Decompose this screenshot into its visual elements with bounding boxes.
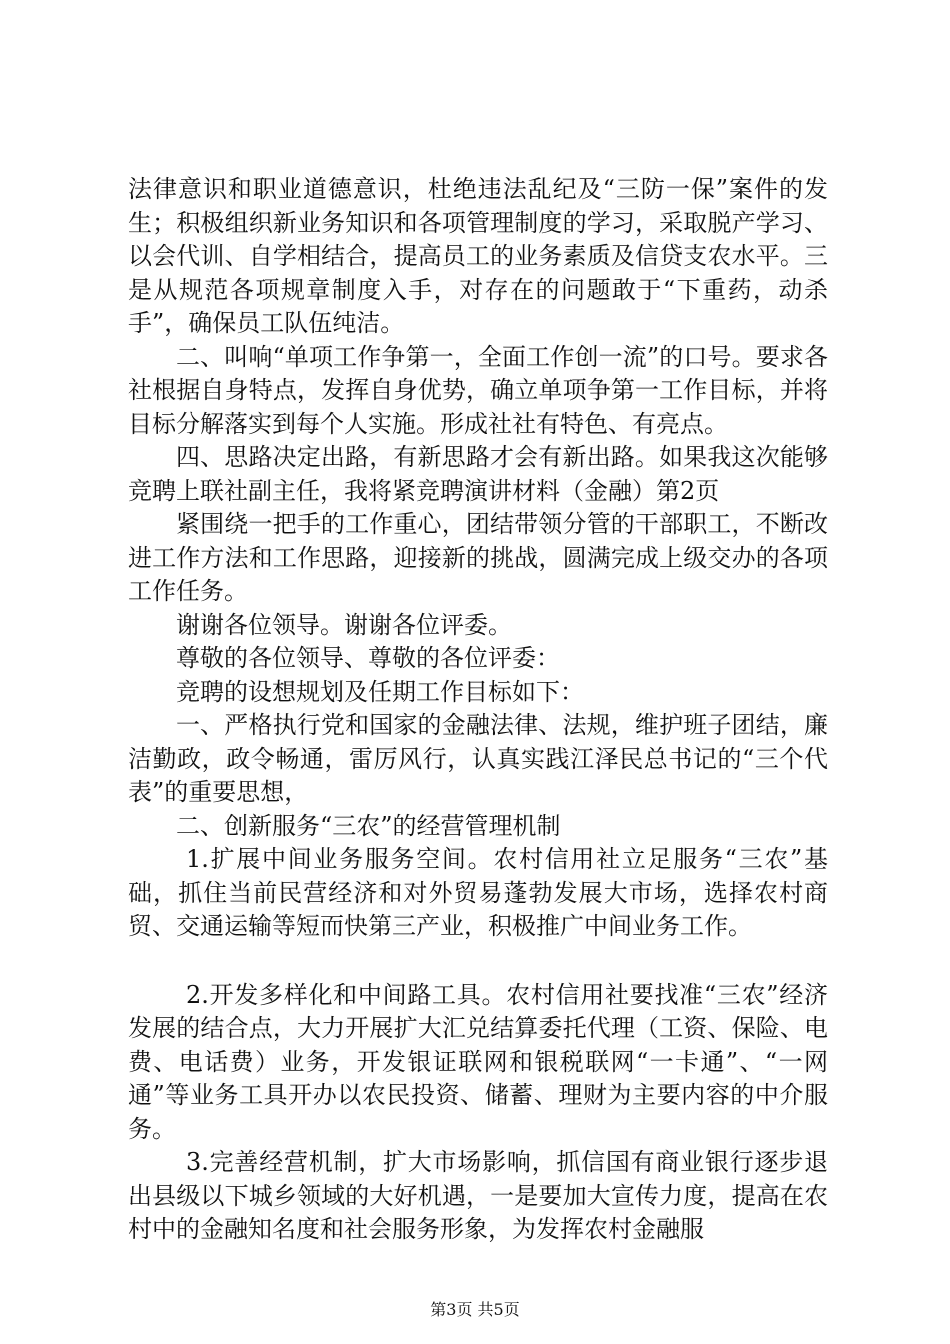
paragraph-12: 3.完善经营机制，扩大市场影响，抓信国有商业银行逐步退出县级以下城乡领域的大好机遇，一是要加大宣传力度，提高在农村中的金融知名度和社会服务形象，为发挥农村金融服 <box>128 1148 828 1243</box>
paragraph-4: 紧围绕一把手的工作重心，团结带领分管的干部职工，不断改进工作方法和工作思路，迎接新的挑战，圆满完成上级交办的各项工作任务。 <box>128 510 828 605</box>
page-footer: 第3页 共5页 <box>430 1300 520 1319</box>
paragraph-2: 二、叫响“单项工作争第一，全面工作创一流”的口号。要求各社根据自身特点，发挥自身优势，确立单项争第一工作目标，并将目标分解落实到每个人实施。形成社社有特色、有亮点。 <box>128 342 828 438</box>
paragraph-3: 四、思路决定出路，有新思路才会有新出路。如果我这次能够竞聘上联社副主任，我将紧竞聘演讲材料（金融）第2页 <box>128 443 828 505</box>
paragraph-10: 1.扩展中间业务服务空间。农村信用社立足服务“三农”基础，抓住当前民营经济和对外贸易蓬勃发展大市场，选择农村商贸、交通运输等短而快第三产业，积极推广中间业务工作。 <box>128 845 828 940</box>
paragraph-9: 二、创新服务“三农”的经营管理机制 <box>176 811 561 840</box>
paragraph-1: 法律意识和职业道德意识，杜绝违法乱纪及“三防一保”案件的发生；积极组织新业务知识和各项管理制度的学习，采取脱产学习、以会代训、自学相结合，提高员工的业务素质及信贷支农水平。三是从规范各项规章制度入手，对存在的问题敢于“下重药，动杀手”，确保员工队伍纯洁。 <box>128 175 828 337</box>
paragraph-8: 一、严格执行党和国家的金融法律、法规，维护班子团结，廉洁勤政，政令畅通，雷厉风行，认真实践江泽民总书记的“三个代表”的重要思想， <box>128 711 828 806</box>
body-text <box>128 173 828 1247</box>
paragraph-5: 谢谢各位领导。谢谢各位评委。 <box>176 610 512 639</box>
paragraph-6: 尊敬的各位领导、尊敬的各位评委： <box>176 644 560 672</box>
paragraph-spacer <box>128 944 828 979</box>
paragraph-11: 2.开发多样化和中间路工具。农村信用社要找准“三农”经济发展的结合点，大力开展扩大汇兑结算委托代理（工资、保险、电费、电话费）业务，开发银证联网和银税联网“一卡通”、“一网通”等业务工具开办以农民投资、储蓄、理财为主要内容的中介服务。 <box>128 980 828 1143</box>
paragraph-7: 竞聘的设想规划及任期工作目标如下： <box>176 677 584 706</box>
